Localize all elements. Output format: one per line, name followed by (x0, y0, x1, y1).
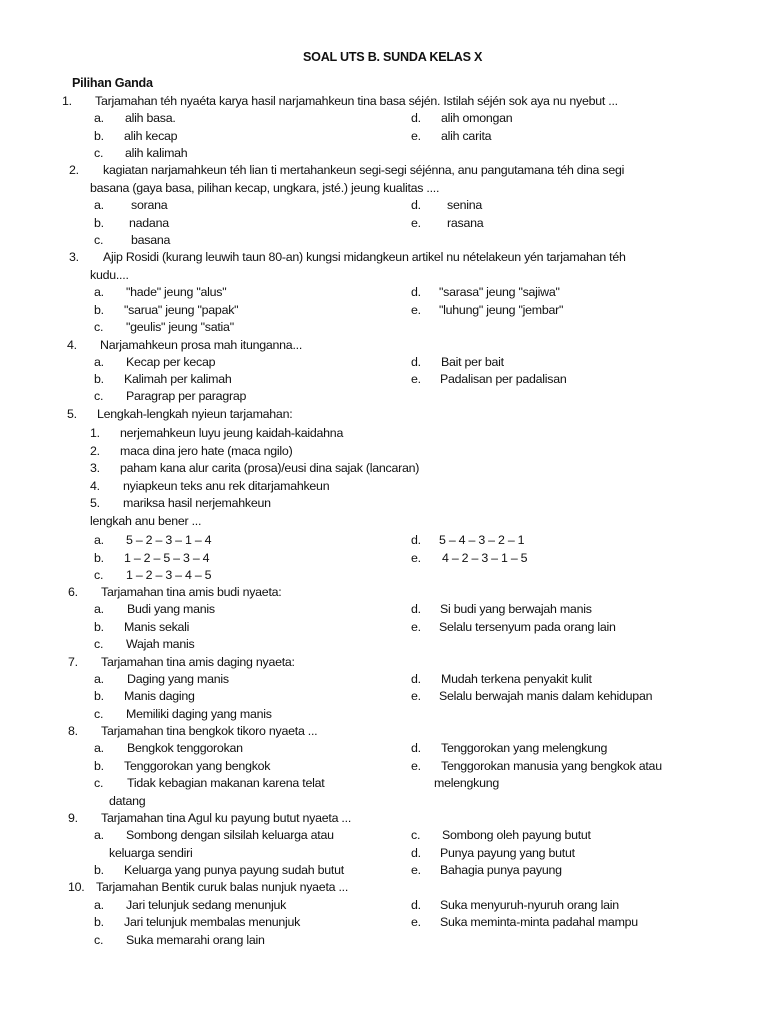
option-letter: e. (411, 129, 421, 143)
option-letter: b. (94, 129, 104, 143)
option-c-continued: datang (109, 794, 146, 808)
option-letter: e. (411, 372, 421, 386)
question-text-continued: basana (gaya basa, pilihan kecap, ungkara, jsté.) jeung kualitas .... (90, 181, 440, 195)
option-letter: b. (94, 863, 104, 877)
question-text: Narjamahkeun prosa mah itunganna... (100, 338, 303, 352)
option-letter: d. (411, 846, 421, 860)
option-letter: d. (411, 602, 421, 616)
option-b: 1 – 2 – 5 – 3 – 4 (124, 551, 210, 565)
question-number: 7. (68, 655, 78, 669)
option-letter: e. (411, 759, 421, 773)
option-b: Jari telunjuk membalas menunjuk (124, 915, 301, 929)
option-a: Kecap per kecap (126, 355, 216, 369)
option-b: alih kecap (124, 129, 178, 143)
option-b: nadana (129, 216, 169, 230)
option-e: Padalisan per padalisan (440, 372, 567, 386)
question-prompt: lengkah anu bener ... (90, 514, 202, 528)
step-text: paham kana alur carita (prosa)/eusi dina sajak (lancaran) (120, 461, 420, 475)
option-letter: e. (411, 915, 421, 929)
question-text-continued: kudu.... (90, 268, 129, 282)
section-heading: Pilihan Ganda (72, 76, 153, 90)
option-b: Keluarga yang punya payung sudah butut (124, 863, 344, 877)
option-b: Manis daging (124, 689, 195, 703)
option-c: Wajah manis (126, 637, 195, 651)
step-text: mariksa hasil nerjemahkeun (123, 496, 271, 510)
option-d: alih omongan (441, 111, 513, 125)
option-letter: a. (94, 828, 104, 842)
option-letter: d. (411, 285, 421, 299)
option-letter: a. (94, 672, 104, 686)
option-letter: b. (94, 216, 104, 230)
option-letter: e. (411, 551, 421, 565)
option-letter: b. (94, 372, 104, 386)
option-b: "sarua" jeung "papak" (124, 303, 239, 317)
question-number: 1. (62, 94, 72, 108)
option-letter: c. (94, 320, 104, 334)
option-letter: d. (411, 672, 421, 686)
option-letter: d. (411, 898, 421, 912)
step-number: 2. (90, 444, 100, 458)
question-number: 4. (67, 338, 77, 352)
question-text: Tarjamahan Bentik curuk balas nunjuk nyaeta ... (96, 880, 349, 894)
option-letter: d. (411, 355, 421, 369)
option-e: Suka meminta-minta padahal mampu (440, 915, 638, 929)
option-letter: c. (94, 568, 104, 582)
option-letter: a. (94, 111, 104, 125)
option-letter: e. (411, 863, 421, 877)
option-letter: d. (411, 111, 421, 125)
step-text: nyiapkeun teks anu rek ditarjamahkeun (123, 479, 330, 493)
question-text: kagiatan narjamahkeun téh lian ti mertahankeun segi-segi séjénna, anu pangutamana téh dina segi (103, 163, 625, 177)
option-a: Daging yang manis (127, 672, 229, 686)
step-number: 5. (90, 496, 100, 510)
option-b: Tenggorokan yang bengkok (124, 759, 271, 773)
option-letter: e. (411, 620, 421, 634)
step-text: nerjemahkeun luyu jeung kaidah-kaidahna (120, 426, 344, 440)
question-number: 3. (69, 250, 79, 264)
option-letter: d. (411, 533, 421, 547)
question-number: 5. (67, 407, 77, 421)
question-text: Tarjamahan tina amis daging nyaeta: (101, 655, 295, 669)
option-a: Budi yang manis (127, 602, 215, 616)
option-a: "hade" jeung "alus" (126, 285, 227, 299)
option-letter: b. (94, 303, 104, 317)
step-number: 3. (90, 461, 100, 475)
option-b: Manis sekali (124, 620, 190, 634)
option-e: 4 – 2 – 3 – 1 – 5 (442, 551, 528, 565)
option-a: Jari telunjuk sedang menunjuk (126, 898, 287, 912)
step-number: 1. (90, 426, 100, 440)
question-text: Tarjamahan tina amis budi nyaeta: (101, 585, 282, 599)
option-letter: c. (411, 828, 421, 842)
option-d: "sarasa" jeung "sajiwa" (439, 285, 560, 299)
option-letter: a. (94, 602, 104, 616)
option-d: senina (447, 198, 483, 212)
option-b: Kalimah per kalimah (124, 372, 232, 386)
question-text: Ajip Rosidi (kurang leuwih taun 80-an) kungsi midangkeun artikel nu nételakeun yén tarjamahan téh (103, 250, 626, 264)
option-letter: a. (94, 355, 104, 369)
question-number: 9. (68, 811, 78, 825)
option-e: Selalu tersenyum pada orang lain (439, 620, 616, 634)
option-letter: d. (411, 741, 421, 755)
option-c: Sombong oleh payung butut (442, 828, 591, 842)
option-a-continued: keluarga sendiri (109, 846, 193, 860)
option-c: alih kalimah (125, 146, 188, 160)
question-text: Lengkah-lengkah nyieun tarjamahan: (97, 407, 293, 421)
option-letter: e. (411, 216, 421, 230)
option-d: Si budi yang berwajah manis (440, 602, 592, 616)
option-letter: b. (94, 551, 104, 565)
option-c: Suka memarahi orang lain (126, 933, 265, 947)
option-letter: c. (94, 233, 104, 247)
option-a: Bengkok tenggorokan (127, 741, 243, 755)
option-d: 5 – 4 – 3 – 2 – 1 (439, 533, 525, 547)
option-e: Selalu berwajah manis dalam kehidupan (439, 689, 653, 703)
option-letter: d. (411, 198, 421, 212)
option-letter: e. (411, 689, 421, 703)
step-number: 4. (90, 479, 100, 493)
option-a: Sombong dengan silsilah keluarga atau (126, 828, 334, 842)
option-d: Suka menyuruh-nyuruh orang lain (440, 898, 619, 912)
question-number: 10. (68, 880, 85, 894)
option-letter: a. (94, 898, 104, 912)
question-number: 2. (69, 163, 79, 177)
option-a: 5 – 2 – 3 – 1 – 4 (126, 533, 212, 547)
option-letter: b. (94, 620, 104, 634)
option-letter: a. (94, 533, 104, 547)
option-letter: c. (94, 637, 104, 651)
question-number: 6. (68, 585, 78, 599)
option-e-continued: melengkung (434, 776, 500, 790)
question-text: Tarjamahan téh nyaéta karya hasil narjamahkeun tina basa séjén. Istilah séjén sok aya nu nyebut ... (95, 94, 618, 108)
option-d: Tenggorokan yang melengkung (441, 741, 608, 755)
option-letter: a. (94, 198, 104, 212)
option-c: Memiliki daging yang manis (126, 707, 272, 721)
option-letter: c. (94, 707, 104, 721)
option-c: basana (131, 233, 171, 247)
option-letter: e. (411, 303, 421, 317)
step-text: maca dina jero hate (maca ngilo) (120, 444, 293, 458)
option-letter: c. (94, 389, 104, 403)
option-a: sorana (131, 198, 168, 212)
option-c: "geulis" jeung "satia" (126, 320, 234, 334)
option-c: 1 – 2 – 3 – 4 – 5 (126, 568, 212, 582)
option-e: Bahagia punya payung (440, 863, 562, 877)
option-e: alih carita (441, 129, 492, 143)
option-letter: b. (94, 759, 104, 773)
option-e: Tenggorokan manusia yang bengkok atau (441, 759, 662, 773)
question-number: 8. (68, 724, 78, 738)
option-c: Tidak kebagian makanan karena telat (127, 776, 325, 790)
option-letter: b. (94, 915, 104, 929)
option-letter: c. (94, 933, 104, 947)
option-c: Paragrap per paragrap (126, 389, 247, 403)
option-e: "luhung" jeung "jembar" (439, 303, 564, 317)
question-text: Tarjamahan tina bengkok tikoro nyaeta ... (101, 724, 318, 738)
option-letter: b. (94, 689, 104, 703)
question-text: Tarjamahan tina Agul ku payung butut nyaeta ... (101, 811, 352, 825)
option-d: Bait per bait (441, 355, 504, 369)
option-e: rasana (447, 216, 484, 230)
document-title: SOAL UTS B. SUNDA KELAS X (303, 50, 483, 64)
option-d: Punya payung yang butut (440, 846, 575, 860)
option-a: alih basa. (125, 111, 176, 125)
option-letter: a. (94, 285, 104, 299)
option-letter: a. (94, 741, 104, 755)
option-d: Mudah terkena penyakit kulit (441, 672, 592, 686)
option-letter: c. (94, 776, 104, 790)
option-letter: c. (94, 146, 104, 160)
